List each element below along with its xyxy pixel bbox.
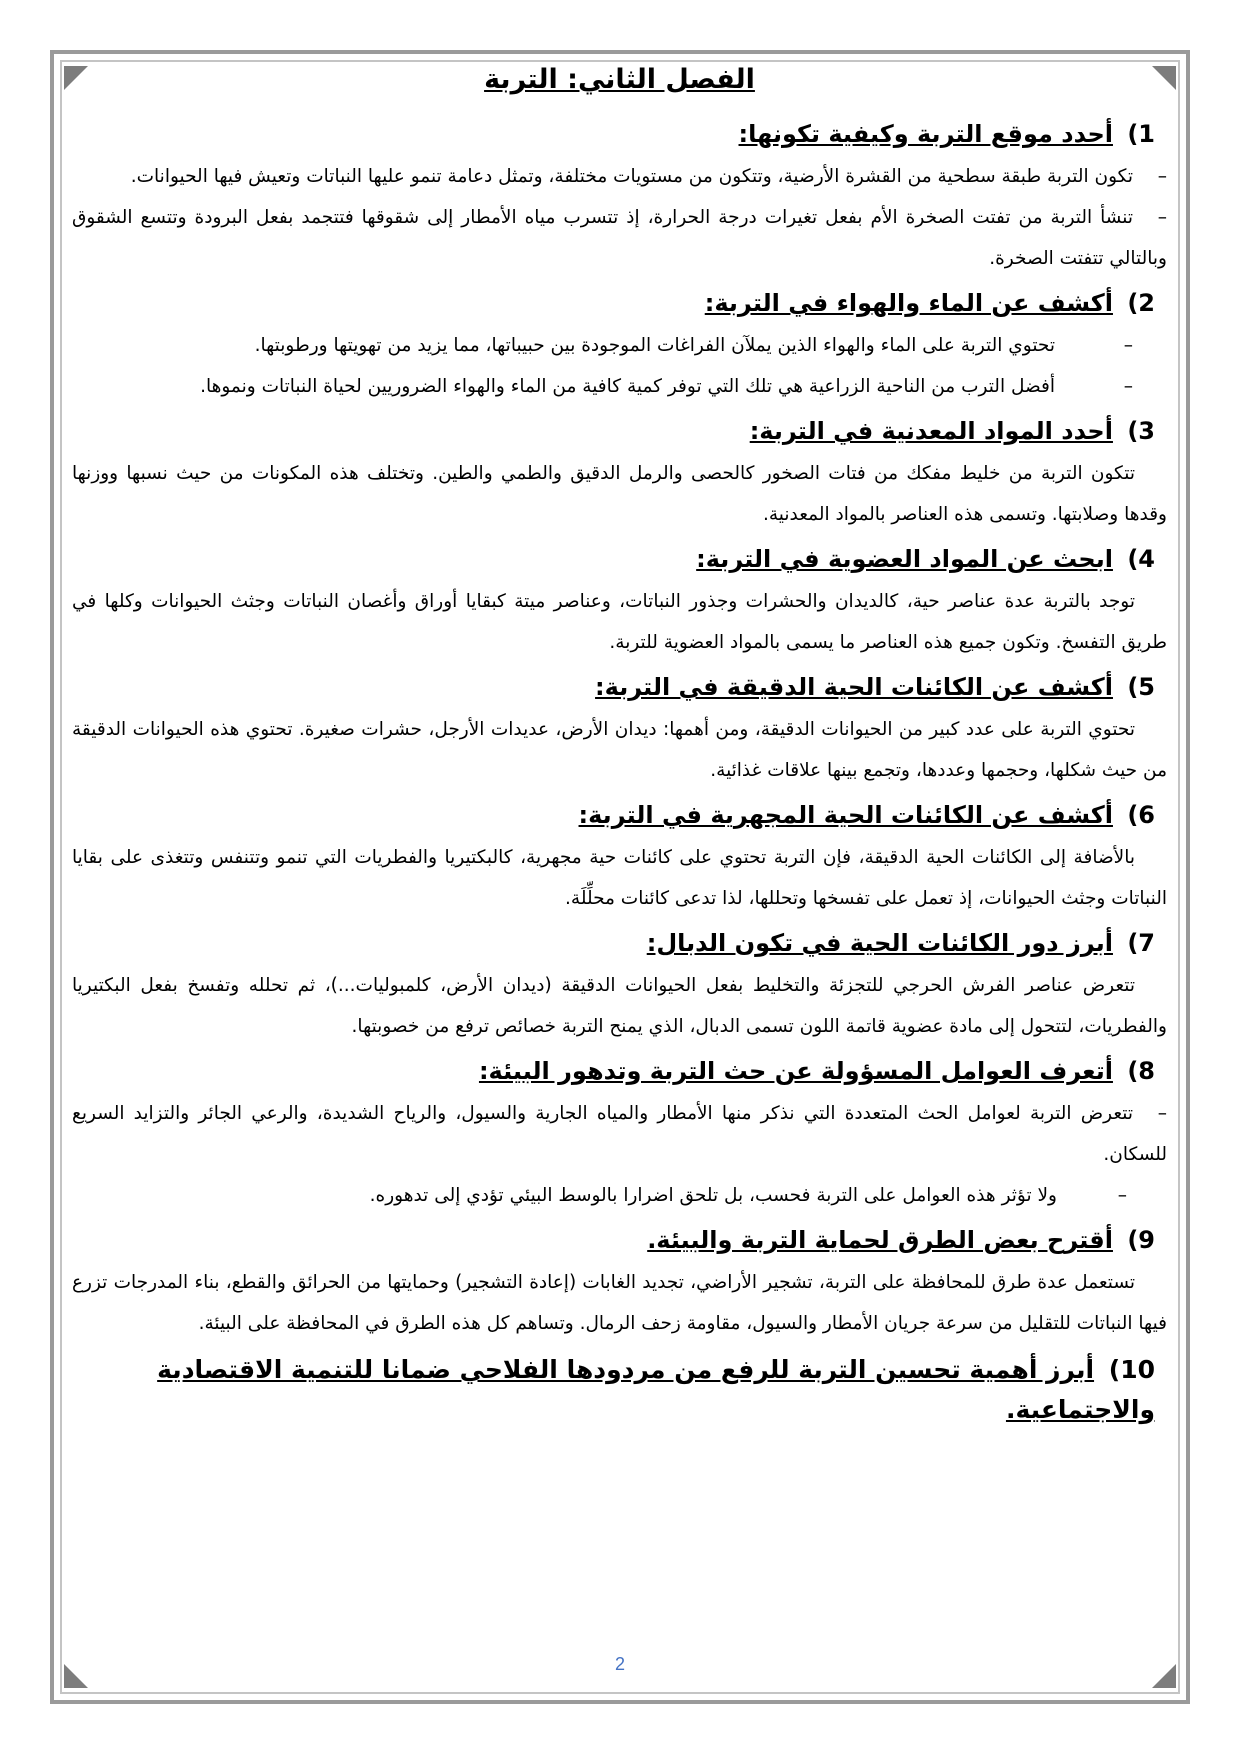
section-10 <box>72 1350 1167 1430</box>
section-number: 8) <box>1127 1057 1155 1085</box>
paragraph-text: توجد بالتربة عدة عناصر حية، كالديدان والحشرات وجذور النباتات، وعناصر ميتة كبقايا أوراق وأغصان النباتات وجثث الحيوانات وكلها في طريق التفسخ. وتكون جميع هذه العناصر ما يسمى بالمواد العضوية للتربة. <box>72 591 1167 653</box>
section-title: أتعرف العوامل المسؤولة عن حث التربة وتدهور البيئة: <box>478 1057 1113 1085</box>
section-title: أكشف عن الماء والهواء في التربة: <box>704 289 1113 317</box>
section-number: 5) <box>1127 673 1155 701</box>
section-heading <box>72 1220 1167 1260</box>
paragraph-text: تستعمل عدة طرق للمحافظة على التربة، تشجير الأراضي، تجديد الغابات (إعادة التشجير) وحمايتها من الحرائق والقطع، بناء المدرجات تزرع فيها النباتات للتقليل من سرعة جريان الأمطار والسيول، مقاومة زحف الرمال. وتساهم كل هذه الطرق في المحافظة على البيئة. <box>72 1272 1167 1334</box>
section-heading <box>72 1051 1167 1091</box>
paragraph <box>72 156 1167 197</box>
paragraph-text: أفضل الترب من الناحية الزراعية هي تلك التي توفر كمية كافية من الماء والهواء الضروريين لحياة النباتات ونموها. <box>200 376 1055 397</box>
section-heading <box>72 114 1167 154</box>
section-8 <box>72 1051 1167 1216</box>
paragraph-text: تحتوي التربة على الماء والهواء الذين يملآن الفراغات الموجودة بين حبيباتها، مما يزيد من تهويتها ورطوبتها. <box>254 335 1055 356</box>
paragraph-text: تتكون التربة من خليط مفكك من فتات الصخور كالحصى والرمل الدقيق والطمي والطين. وتختلف هذه المكونات من حيث نسبها ووزنها وقدها وصلابتها. وتسمى هذه العناصر بالمواد المعدنية. <box>72 463 1167 525</box>
paragraph-text: ولا تؤثر هذه العوامل على التربة فحسب، بل تلحق اضرارا بالوسط البيئي تؤدي إلى تدهوره. <box>369 1185 1057 1206</box>
bullet-dash: – <box>1157 1103 1167 1124</box>
bullet-dash: – <box>1157 207 1167 228</box>
paragraph-text: تتعرض التربة لعوامل الحث المتعددة التي نذكر منها الأمطار والمياه الجارية والسيول، والرياح الشديدة، والرعي الجائر والتزايد السريع للسكان. <box>72 1103 1167 1165</box>
section-9 <box>72 1220 1167 1344</box>
section-1 <box>72 114 1167 279</box>
section-heading <box>72 667 1167 707</box>
section-number: 9) <box>1127 1226 1155 1254</box>
section-2 <box>72 283 1167 407</box>
bullet-dash: – <box>1123 335 1133 356</box>
section-title: أحدد المواد المعدنية في التربة: <box>749 417 1113 445</box>
section-number: 7) <box>1127 929 1155 957</box>
section-heading <box>72 1350 1167 1430</box>
section-title: أقترح بعض الطرق لحماية التربة والبيئة. <box>647 1226 1113 1254</box>
section-title: ابحث عن المواد العضوية في التربة: <box>696 545 1113 573</box>
section-heading <box>72 411 1167 451</box>
section-number: 1) <box>1127 120 1155 148</box>
section-title: أكشف عن الكائنات الحية المجهرية في التربة: <box>578 801 1113 829</box>
section-6 <box>72 795 1167 919</box>
section-4 <box>72 539 1167 663</box>
section-number: 10) <box>1108 1355 1155 1384</box>
paragraph-text: تكون التربة طبقة سطحية من القشرة الأرضية، وتتكون من مستويات مختلفة، وتمثل دعامة تنمو عليها النباتات وتعيش فيها الحيوانات. <box>130 166 1133 187</box>
section-number: 3) <box>1127 417 1155 445</box>
paragraph <box>72 1175 1167 1216</box>
bullet-dash: – <box>1123 376 1133 397</box>
section-title: أبرز دور الكائنات الحية في تكون الدبال: <box>646 929 1113 957</box>
section-title: أحدد موقع التربة وكيفية تكونها: <box>738 120 1113 148</box>
section-heading <box>72 539 1167 579</box>
section-number: 4) <box>1127 545 1155 573</box>
page-content <box>72 58 1167 1432</box>
section-heading <box>72 923 1167 963</box>
paragraph-text: تنشأ التربة من تفتت الصخرة الأم بفعل تغيرات درجة الحرارة، إذ تتسرب مياه الأمطار إلى شقوقها فتتجمد بفعل البرودة وتتسع الشقوق وبالتالي تتفتت الصخرة. <box>72 207 1167 269</box>
bullet-dash: – <box>1117 1185 1127 1206</box>
page-number: 2 <box>614 1654 625 1674</box>
paragraph <box>72 1093 1167 1175</box>
paragraph-text: تحتوي التربة على عدد كبير من الحيوانات الدقيقة، ومن أهمها: ديدان الأرض، عديدات الأرجل، حشرات صغيرة. تحتوي هذه الحيوانات الدقيقة من حيث شكلها، وحجمها وعددها، وتجمع بينها علاقات غذائية. <box>72 719 1167 781</box>
section-7 <box>72 923 1167 1047</box>
section-number: 2) <box>1127 289 1155 317</box>
section-heading <box>72 795 1167 835</box>
section-number: 6) <box>1127 801 1155 829</box>
section-title: أكشف عن الكائنات الحية الدقيقة في التربة: <box>595 673 1113 701</box>
section-5 <box>72 667 1167 791</box>
section-title: أبرز أهمية تحسين التربة للرفع من مردودها الفلاحي ضمانا للتنمية الاقتصادية والاجتماعية. <box>157 1355 1155 1424</box>
bullet-dash: – <box>1157 166 1167 187</box>
section-3 <box>72 411 1167 535</box>
paragraph <box>72 325 1167 366</box>
paragraph-text: تتعرض عناصر الفرش الحرجي للتجزئة والتخليط بفعل الحيوانات الدقيقة (ديدان الأرض، كلمبوليات...)، ثم تحلله وتفسخ بفعل البكتيريا والفطريات، لتتحول إلى مادة عضوية قاتمة اللون تسمى الدبال، الذي يمنح التربة خصائص ترفع من خصوبتها. <box>72 975 1167 1037</box>
paragraph <box>72 366 1167 407</box>
paragraph-text: بالأضافة إلى الكائنات الحية الدقيقة، فإن التربة تحتوي على كائنات حية مجهرية، كالبكتيريا والفطريات التي تنمو وتتنفس وتتغذى على بقايا النباتات وجثث الحيوانات، إذ تعمل على تفسخها وتحللها، لذا تدعى كائنات محلِّلَة. <box>72 847 1167 909</box>
section-heading <box>72 283 1167 323</box>
chapter-title: الفصل الثاني: التربة <box>484 64 755 95</box>
paragraph <box>72 197 1167 279</box>
